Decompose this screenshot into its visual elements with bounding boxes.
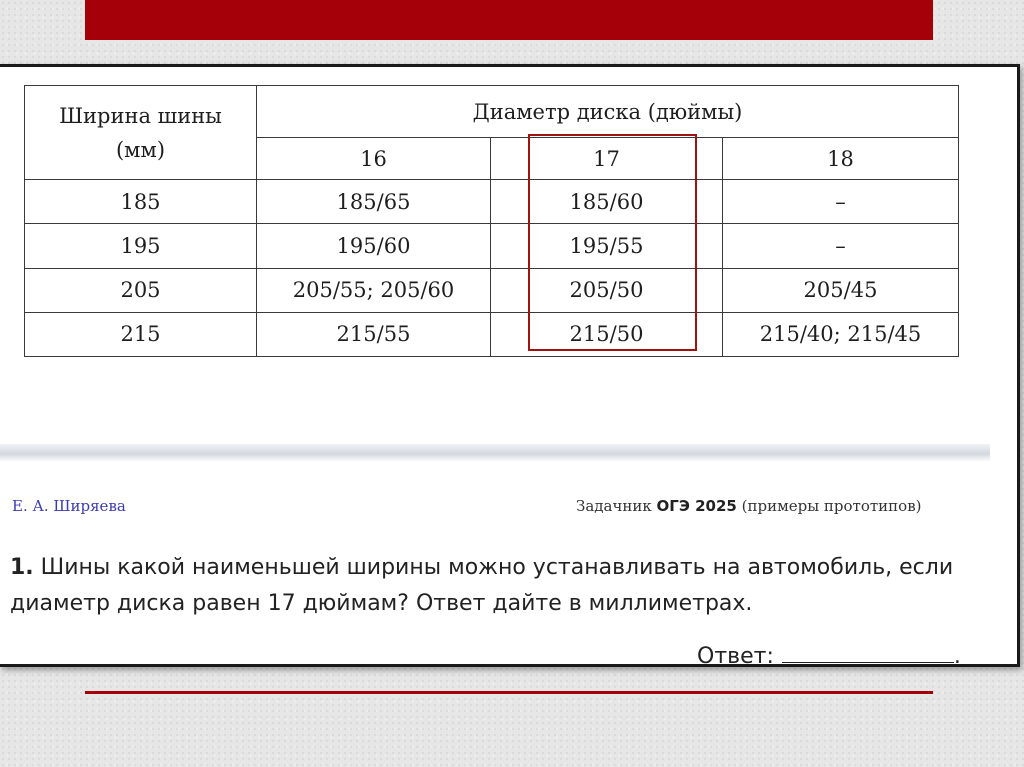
page-divider	[0, 444, 990, 462]
bottom-accent-line	[85, 691, 933, 694]
question-text: Шины какой наименьшей ширины можно устанавливать на автомобиль, если диаметр диска равен 17 дюймам? Ответ дайте в миллиметрах.	[10, 555, 954, 616]
cell-18: 205/45	[723, 268, 959, 312]
table-header-row	[25, 86, 959, 138]
cell-18: –	[723, 180, 959, 224]
answer-end: .	[953, 644, 961, 669]
slide-content-frame	[0, 64, 1020, 667]
book-prefix: Задачник	[576, 497, 652, 515]
header-tire-width	[25, 86, 257, 180]
header-diameter-17: 17	[491, 138, 723, 180]
row-width: 205	[25, 268, 257, 312]
cell-16: 195/60	[257, 224, 491, 268]
book-exam-label: ОГЭ 2025	[656, 497, 737, 515]
table-row	[25, 268, 959, 312]
cell-17: 205/50	[491, 268, 723, 312]
row-width: 215	[25, 312, 257, 356]
table-row	[25, 312, 959, 356]
answer-line	[697, 640, 961, 669]
table-row	[25, 180, 959, 224]
cell-18: –	[723, 224, 959, 268]
header-diameter-18: 18	[723, 138, 959, 180]
top-accent-bar	[85, 0, 933, 40]
header-diameter-16: 16	[257, 138, 491, 180]
answer-blank	[782, 640, 954, 663]
row-width: 195	[25, 224, 257, 268]
cell-18: 215/40; 215/45	[723, 312, 959, 356]
question-number: 1.	[10, 555, 34, 580]
cell-16: 215/55	[257, 312, 491, 356]
row-width: 185	[25, 180, 257, 224]
cell-16: 205/55; 205/60	[257, 268, 491, 312]
cell-16: 185/65	[257, 180, 491, 224]
cell-17: 185/60	[491, 180, 723, 224]
table-row	[25, 224, 959, 268]
header-tire-width-label: Ширина шины (мм)	[59, 103, 222, 162]
author-name: Е. А. Ширяева	[12, 497, 126, 515]
book-suffix: (примеры прототипов)	[741, 497, 922, 515]
header-rim-diameter: Диаметр диска (дюймы)	[257, 86, 959, 138]
question-text-block	[10, 550, 985, 622]
cell-17: 215/50	[491, 312, 723, 356]
tire-size-table	[24, 85, 959, 357]
cell-17: 195/55	[491, 224, 723, 268]
answer-label: Ответ:	[697, 644, 774, 669]
book-title	[576, 497, 922, 515]
